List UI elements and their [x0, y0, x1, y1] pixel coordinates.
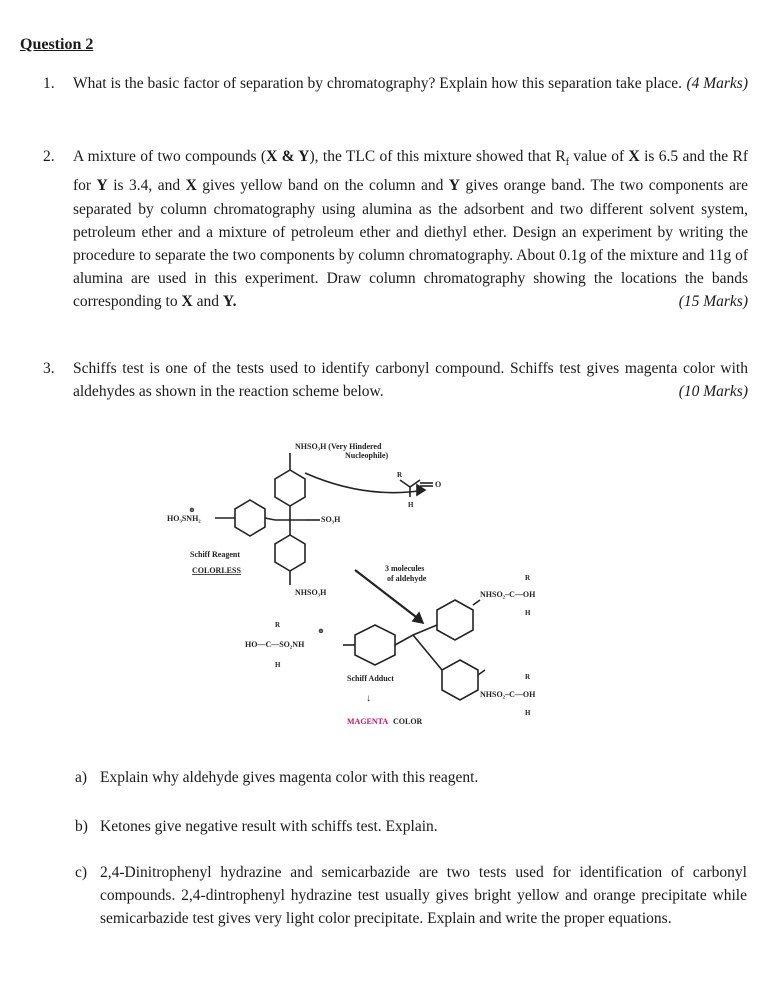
h-top: H: [525, 609, 531, 617]
schiff-reagent-label: Schiff Reagent: [190, 550, 240, 559]
left-h: H: [275, 661, 281, 669]
subquestion-b-text: Ketones give negative result with schiffs test. Explain.: [100, 818, 438, 835]
right-group-bottom: NHSO₂–C—OH: [480, 690, 536, 699]
question-3-marks: (10 Marks): [678, 383, 748, 401]
left-charge: ⊕: [189, 506, 195, 514]
schiff-reaction-diagram: [155, 435, 615, 735]
aldehyde-label: of aldehyde: [387, 574, 427, 583]
aldehyde-r: R: [397, 471, 403, 479]
question-1-text: What is the basic factor of separation by chromatography? Explain how this separation take place.: [73, 75, 683, 92]
subquestion-c-label: c): [75, 864, 88, 881]
nucleophile-label: NHSO₃H (Very Hindered: [295, 442, 382, 451]
benzene-ring-left: [235, 500, 265, 536]
question-1-number: 1.: [43, 75, 55, 92]
curved-arrow: [305, 473, 425, 493]
color-label: COLOR: [393, 717, 423, 726]
benzene-ring-bottom: [275, 535, 305, 571]
subquestion-a-text: Explain why aldehyde gives magenta color with this reagent.: [100, 769, 479, 786]
r-bottom: R: [525, 673, 531, 681]
page-title: Question 2: [20, 36, 94, 53]
question-1: [43, 72, 748, 95]
magenta-label: MAGENTA: [347, 717, 389, 726]
question-2-marks: (15 Marks): [678, 293, 748, 311]
benzene-ring-product-center: [355, 625, 395, 665]
question-3-number: 3.: [43, 360, 55, 377]
colorless-label: COLORLESS: [192, 566, 241, 575]
subquestion-c-text: 2,4-Dinitrophenyl hydrazine and semicarbazide are two tests used for identification of carbonyl compounds. 2,4-dintrophenyl hydrazine test usually gives bright yellow and orange precipitate while semicarbazide test gives very light color precipitate. Explain and write the proper equations.: [100, 864, 747, 928]
left-group-label: HO₃SNH₂: [167, 514, 201, 523]
subquestion-c: [75, 861, 747, 931]
aldehyde-h: H: [408, 501, 414, 509]
question-3-text: Schiffs test is one of the tests used to identify carbonyl compound. Schiffs test gives magenta color with aldehydes as shown in the reaction scheme below.: [73, 360, 748, 401]
question-1-marks: (4 Marks): [686, 75, 748, 92]
h-bottom: H: [525, 709, 531, 717]
nhso3h-bottom-label: NHSO₃H: [295, 588, 327, 597]
question-3: [43, 357, 748, 403]
left-adduct-label: HO—C—SO₂NH: [245, 640, 305, 649]
molecules-label: 3 molecules: [385, 564, 425, 573]
benzene-ring-product-bottom: [442, 660, 478, 700]
down-arrow: ↓: [366, 693, 371, 704]
subquestion-b-label: b): [75, 818, 88, 835]
subquestion-b: [75, 815, 747, 838]
r-top: R: [525, 574, 531, 582]
aldehyde-o: O: [435, 480, 442, 489]
nucleophile-label-2: Nucleophile): [345, 451, 389, 460]
question-2-text: A mixture of two compounds (X & Y), the TLC of this mixture showed that $R_f$ value of X is 6.5 and the Rf for Y is 3.4, and X gives yellow band on the column and Y gives orange band. The two components are separated by column chromatography using alumina as the adsorbent and two different solvent system, petroleum ether and a mixture of petroleum ether and diethyl ether. Design an experiment by writing the procedure to separate the two components by column chromatography. About 0.1g of the mixture and 11g of alumina are used in this experiment. Draw column chromatography showing the locations the bands corresponding to X and Y. (15 Marks): [73, 145, 748, 314]
schiff-adduct-label: Schiff Adduct: [347, 674, 394, 683]
left-r: R: [275, 621, 281, 629]
right-group-top: NHSO₂–C—OH: [480, 590, 536, 599]
so3h-label: SO₃H: [321, 515, 341, 524]
left-adduct-charge: ⊕: [318, 627, 324, 635]
question-2: [43, 145, 748, 314]
benzene-ring-top: [275, 470, 305, 506]
benzene-ring-product-top: [437, 600, 473, 640]
question-2-number: 2.: [43, 148, 55, 165]
subquestion-a-label: a): [75, 769, 88, 786]
subquestion-a: [75, 766, 747, 789]
